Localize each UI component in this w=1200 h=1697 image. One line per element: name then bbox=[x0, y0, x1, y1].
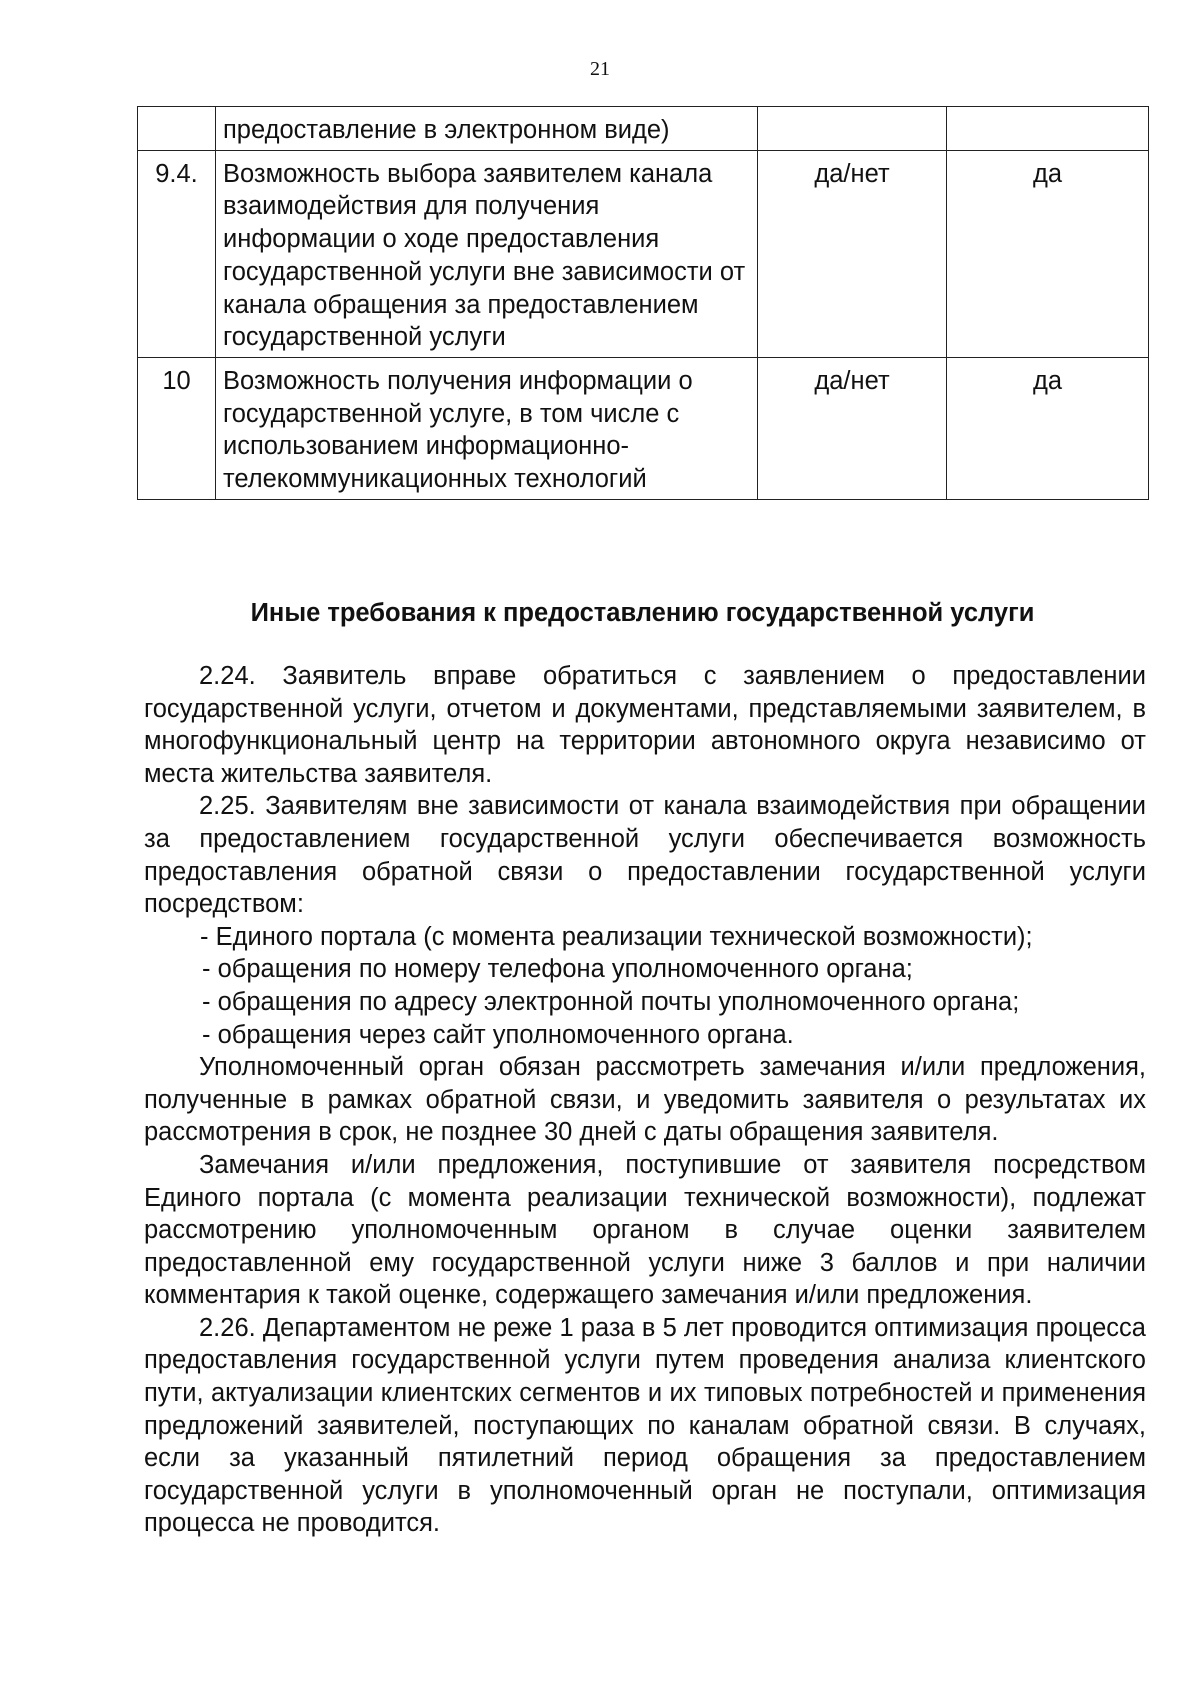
table-row bbox=[138, 150, 1149, 357]
paragraph-2-24: 2.24. Заявитель вправе обратиться с заявлением о предоставлении государственной услуги, отчетом и документами, представляемыми заявителем, в многофункциональный центр на территории автономного округа независимо от места жительства заявителя. bbox=[144, 662, 1146, 788]
list-item: - Единого портала (с момента реализации технической возможности); bbox=[200, 922, 1033, 951]
row-unit: да/нет bbox=[758, 150, 947, 357]
row-value: да bbox=[947, 357, 1149, 499]
row-description: Возможность выбора заявителем канала взаимодействия для получения информации о ходе предоставления государственной услуги вне зависимости от канала обращения за предоставлением государственной услуги bbox=[216, 150, 758, 357]
section-heading: Иные требования к предоставлению государственной услуги bbox=[250, 599, 1035, 627]
row-unit: да/нет bbox=[758, 357, 947, 499]
list-item: - обращения через сайт уполномоченного органа. bbox=[202, 1020, 794, 1049]
paragraph-portal-feedback: Замечания и/или предложения, поступившие от заявителя посредством Единого портала (с момента реализации технической возможности), подлежат рассмотрению уполномоченным органом в случае оценки заявителем предоставленной ему государственной услуги ниже 3 баллов и при наличии комментария к такой оценке, содержащего замечания и/или предложения. bbox=[144, 1150, 1146, 1310]
row-unit bbox=[758, 107, 947, 151]
table-row bbox=[138, 357, 1149, 499]
row-value bbox=[947, 107, 1149, 151]
page-number: 21 bbox=[590, 58, 610, 80]
paragraph-2-26: 2.26. Департаментом не реже 1 раза в 5 лет проводится оптимизация процесса предоставления государственной услуги путем проведения анализа клиентского пути, актуализации клиентских сегментов и их типовых потребностей и применения предложений заявителей, поступающих по каналам обратной связи. В случаях, если за указанный пятилетний период обращения за предоставлением государственной услуги в уполномоченный орган не поступали, оптимизация процесса не проводится. bbox=[144, 1313, 1146, 1538]
row-number: 9.4. bbox=[138, 150, 216, 357]
row-value: да bbox=[947, 150, 1149, 357]
paragraph-2-25: 2.25. Заявителям вне зависимости от канала взаимодействия при обращении за предоставлением государственной услуги обеспечивается возможность предоставления обратной связи о предоставлении государственной услуги посредством: bbox=[144, 792, 1146, 919]
row-number: 10 bbox=[138, 357, 216, 499]
list-item: - обращения по адресу электронной почты уполномоченного органа; bbox=[202, 987, 1020, 1016]
requirements-table bbox=[137, 106, 1149, 500]
row-number bbox=[138, 107, 216, 151]
paragraph-feedback-review: Уполномоченный орган обязан рассмотреть замечания и/или предложения, полученные в рамках обратной связи, и уведомить заявителя о результатах их рассмотрения в срок, не позднее 30 дней с даты обращения заявителя. bbox=[144, 1053, 1146, 1147]
list-item: - обращения по номеру телефона уполномоченного органа; bbox=[202, 955, 913, 984]
table-row bbox=[138, 107, 1149, 151]
row-description: предоставление в электронном виде) bbox=[216, 107, 758, 151]
section-body bbox=[144, 660, 1146, 1540]
row-description: Возможность получения информации о государственной услуге, в том числе с использованием информационно-телекоммуникационных технологий bbox=[216, 357, 758, 499]
